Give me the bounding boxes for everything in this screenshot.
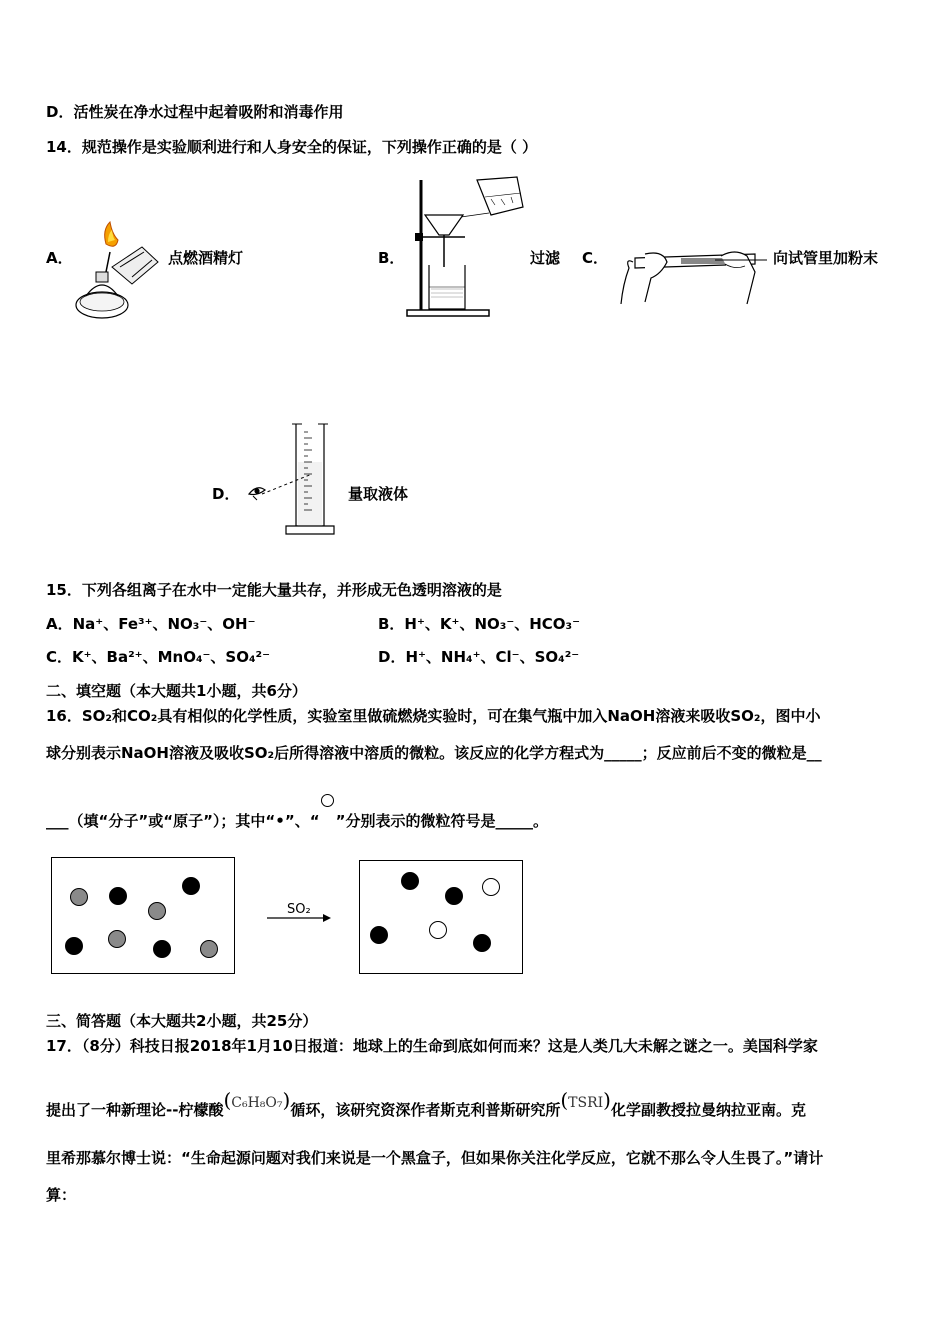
q16-line-3 [46, 806, 548, 831]
tsri-abbreviation: TSRI [568, 1095, 604, 1111]
gray-particle [70, 888, 88, 906]
alcohol-lamp-icon [72, 222, 168, 322]
q14-c-text: 向试管里加粉末 [773, 249, 879, 267]
q15-option-c: C．K⁺、Ba²⁺、MnO₄⁻、SO₄²⁻ [46, 648, 271, 666]
reactant-box [51, 857, 235, 974]
q13-option-d: D．活性炭在净水过程中起着吸附和消毒作用 [46, 103, 344, 121]
q17-line-4: 算： [46, 1186, 77, 1204]
q16-line-2: 球分别表示NaOH溶液及吸收SO₂后所得溶液中溶质的微粒。该反应的化学方程式为_____；反应前后不变的微粒是__ [46, 744, 822, 762]
black-particle [109, 887, 127, 905]
q14-a-letter: A． [46, 249, 73, 267]
test-tube-hands-icon [615, 244, 770, 316]
white-particle [429, 921, 447, 939]
white-particle [482, 878, 500, 896]
q17-line-2-part-c: 化学副教授拉曼纳拉亚南。克 [610, 1101, 806, 1119]
q14-a-text: 点燃酒精灯 [168, 249, 244, 267]
q17-line-2-part-b: 循环，该研究资深作者斯克利普斯研究所 [290, 1101, 561, 1119]
q14-d-letter: D． [212, 485, 240, 503]
q15-option-b: B．H⁺、K⁺、NO₃⁻、HCO₃⁻ [378, 615, 581, 633]
eye-icon [247, 484, 267, 500]
black-particle [473, 934, 491, 952]
black-particle [445, 887, 463, 905]
section-2-heading: 二、填空题（本大题共1小题，共6分） [46, 682, 307, 700]
q17-line-2-part-a: 提出了一种新理论--柠檬酸 [46, 1101, 224, 1119]
graduated-cylinder-icon [246, 422, 336, 540]
q16-line-3-part-b: ”分别表示的微粒符号是_____。 [335, 812, 548, 830]
black-particle [401, 872, 419, 890]
black-particle [153, 940, 171, 958]
q17-line-3: 里希那慕尔博士说：“生命起源问题对我们来说是一个黑盒子，但如果你关注化学反应，它就不那么令人生畏了。”请计 [46, 1149, 824, 1167]
gray-particle [200, 940, 218, 958]
reaction-arrow-icon [267, 912, 333, 924]
white-circle-symbol-icon [320, 806, 336, 826]
black-particle [65, 937, 83, 955]
q17-line-2: 提出了一种新理论--柠檬酸(C₆H₈O₇)循环，该研究资深作者斯克利普斯研究所(TSRI)化学副教授拉曼纳拉亚南。克 [46, 1088, 806, 1119]
q17-line-1: 17．（8分）科技日报2018年1月10日报道：地球上的生命到底如何而来？这是人类几大未解之谜之一。美国科学家 [46, 1037, 818, 1055]
q15-option-a: A．Na⁺、Fe³⁺、NO₃⁻、OH⁻ [46, 615, 256, 633]
q15-stem: 15．下列各组离子在水中一定能大量共存，并形成无色透明溶液的是 [46, 581, 502, 599]
q14-stem: 14．规范操作是实验顺利进行和人身安全的保证，下列操作正确的是（ ） [46, 138, 538, 156]
reaction-arrow-label: SO₂ [287, 902, 311, 917]
q14-b-letter: B． [378, 249, 405, 267]
filtration-apparatus-icon [405, 175, 530, 320]
product-box [359, 860, 523, 974]
black-particle [182, 877, 200, 895]
q14-d-text: 量取液体 [348, 485, 409, 503]
section-3-heading: 三、简答题（本大题共2小题，共25分） [46, 1012, 318, 1030]
q14-b-text: 过滤 [530, 249, 561, 267]
gray-particle [148, 902, 166, 920]
q16-line-3-part-a: ___（填“分子”或“原子”）；其中“•”、“ [46, 812, 320, 830]
q16-line-1: 16．SO₂和CO₂具有相似的化学性质，实验室里做硫燃烧实验时，可在集气瓶中加入NaOH溶液来吸收SO₂，图中小 [46, 707, 821, 725]
q15-option-d: D．H⁺、NH₄⁺、Cl⁻、SO₄²⁻ [378, 648, 580, 666]
black-particle [370, 926, 388, 944]
citric-acid-formula: C₆H₈O₇ [231, 1095, 283, 1111]
gray-particle [108, 930, 126, 948]
q14-c-letter: C． [582, 249, 609, 267]
